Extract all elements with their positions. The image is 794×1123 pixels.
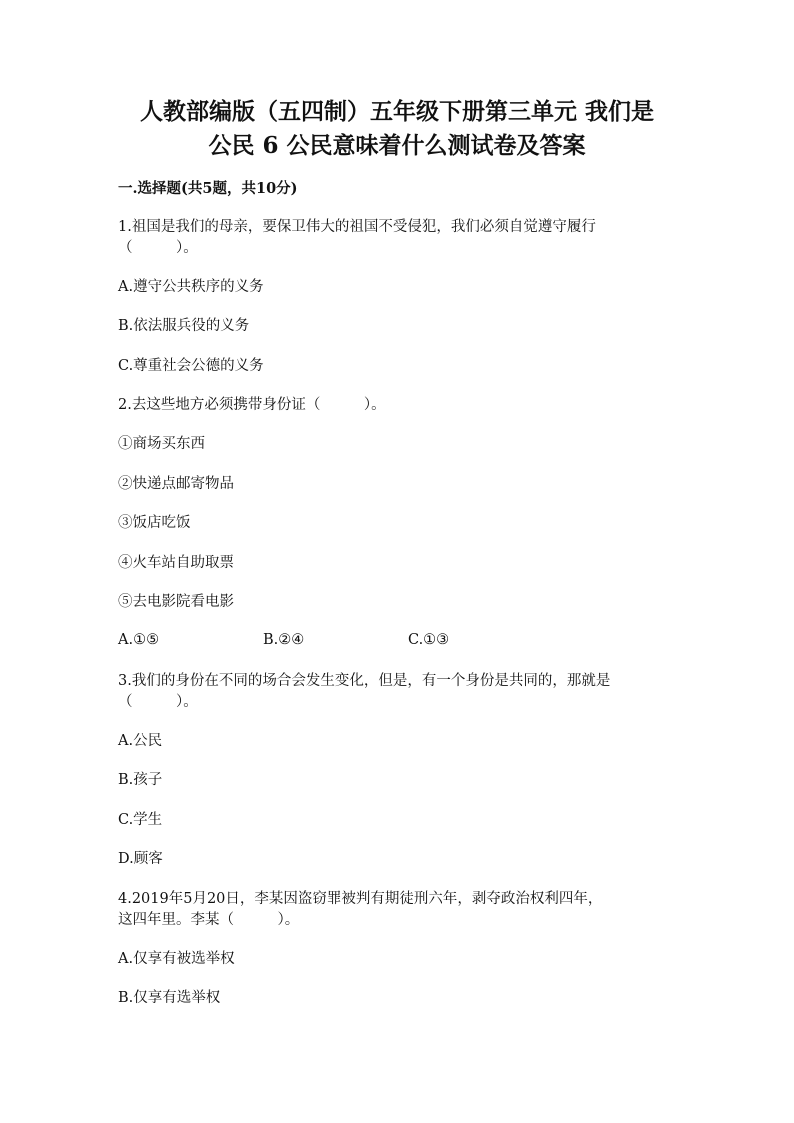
question-2-option-c: C.①③ [408, 632, 450, 648]
section-heading: 一.选择题(共5题，共10分) [118, 180, 298, 197]
question-4-stem: 4.2019年5月20日，李某因盗窃罪被判有期徒刑六年，剥夺政治权利四年， [118, 891, 603, 907]
question-3-stem-cont: （ ）。 [118, 694, 198, 710]
question-2-item-5: ⑤去电影院看电影 [118, 594, 234, 610]
question-3-option-d: D.顾客 [118, 851, 163, 867]
question-1-stem-cont: （ ）。 [118, 240, 198, 256]
document-title-line-2: 公民 6 公民意味着什么测试卷及答案 [208, 132, 586, 159]
question-1-stem: 1.祖国是我们的母亲，要保卫伟大的祖国不受侵犯，我们必须自觉遵守履行 [118, 219, 596, 235]
question-4-option-a: A.仅享有被选举权 [118, 951, 235, 967]
question-1-option-b: B.依法服兵役的义务 [118, 318, 250, 334]
question-1-option-c: C.尊重社会公德的义务 [118, 358, 264, 374]
question-4-option-b: B.仅享有选举权 [118, 990, 221, 1006]
question-2-item-2: ②快递点邮寄物品 [118, 476, 234, 492]
question-2-item-1: ①商场买东西 [118, 436, 205, 452]
question-2-item-4: ④火车站自助取票 [118, 555, 234, 571]
question-2-option-a: A.①⑤ [118, 632, 160, 648]
document-title-line-1: 人教部编版（五四制）五年级下册第三单元 我们是 [139, 98, 654, 125]
question-3-option-b: B.孩子 [118, 772, 163, 788]
question-3-stem: 3.我们的身份在不同的场合会发生变化，但是，有一个身份是共同的，那就是 [118, 673, 611, 689]
question-1-option-a: A.遵守公共秩序的义务 [118, 279, 264, 295]
question-3-option-a: A.公民 [118, 733, 163, 749]
question-2-stem: 2.去这些地方必须携带身份证（ ）。 [118, 397, 386, 413]
question-4-stem-cont: 这四年里。李某（ ）。 [118, 912, 300, 928]
question-2-item-3: ③饭店吃饭 [118, 515, 191, 531]
question-3-option-c: C.学生 [118, 812, 163, 828]
question-2-option-b: B.②④ [263, 632, 305, 648]
